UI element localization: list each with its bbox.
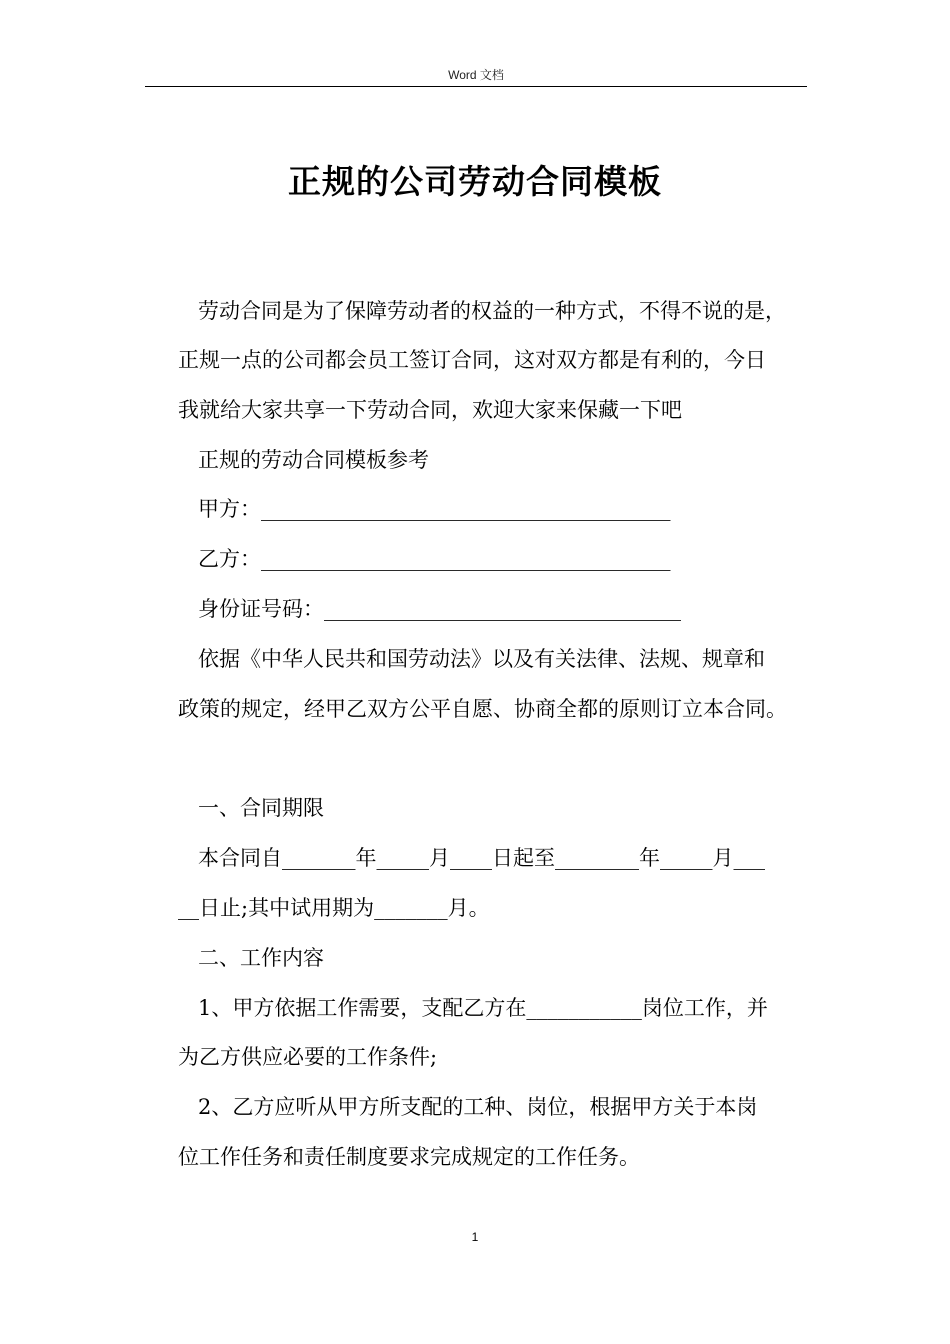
paragraph-line: 本合同自_______年_____月____日起至________年_____月___ [198,846,765,870]
paragraph-line: 位工作任务和责任制度要求完成规定的工作任务。 [178,1145,640,1169]
page-number: 1 [471,1230,479,1244]
party-b-field: 乙方：_______________________________________ [198,547,671,571]
paragraph-line: 依据《中华人民共和国劳动法》以及有关法律、法规、规章和 [198,647,765,671]
paragraph-line: 1、甲方依据工作需要，支配乙方在___________岗位工作，并 [198,996,768,1020]
paragraph-line: 正规一点的公司都会员工签订合同，这对双方都是有利的，今日 [178,348,766,372]
section-heading: 一、合同期限 [198,796,324,820]
paragraph-line: 政策的规定，经甲乙双方公平自愿、协商全都的原则订立本合同。 [178,697,787,721]
header-divider [145,86,807,87]
paragraph-line: 为乙方供应必要的工作条件; [178,1045,438,1069]
section-heading: 正规的劳动合同模板参考 [198,448,429,472]
party-a-field: 甲方：_______________________________________ [198,497,671,521]
section-heading: 二、工作内容 [198,946,324,970]
paragraph-line: 我就给大家共享一下劳动合同，欢迎大家来保藏一下吧 [178,398,682,422]
document-title: 正规的公司劳动合同模板 [288,162,662,201]
id-number-field: 身份证号码：__________________________________ [198,597,681,621]
paragraph-line: __日止;其中试用期为_______月。 [178,896,490,920]
paragraph-line: 2、乙方应听从甲方所支配的工种、岗位，根据甲方关于本岗 [198,1095,758,1119]
paragraph-line: 劳动合同是为了保障劳动者的权益的一种方式，不得不说的是， [198,299,786,323]
page-header: Word 文档 [448,68,504,82]
